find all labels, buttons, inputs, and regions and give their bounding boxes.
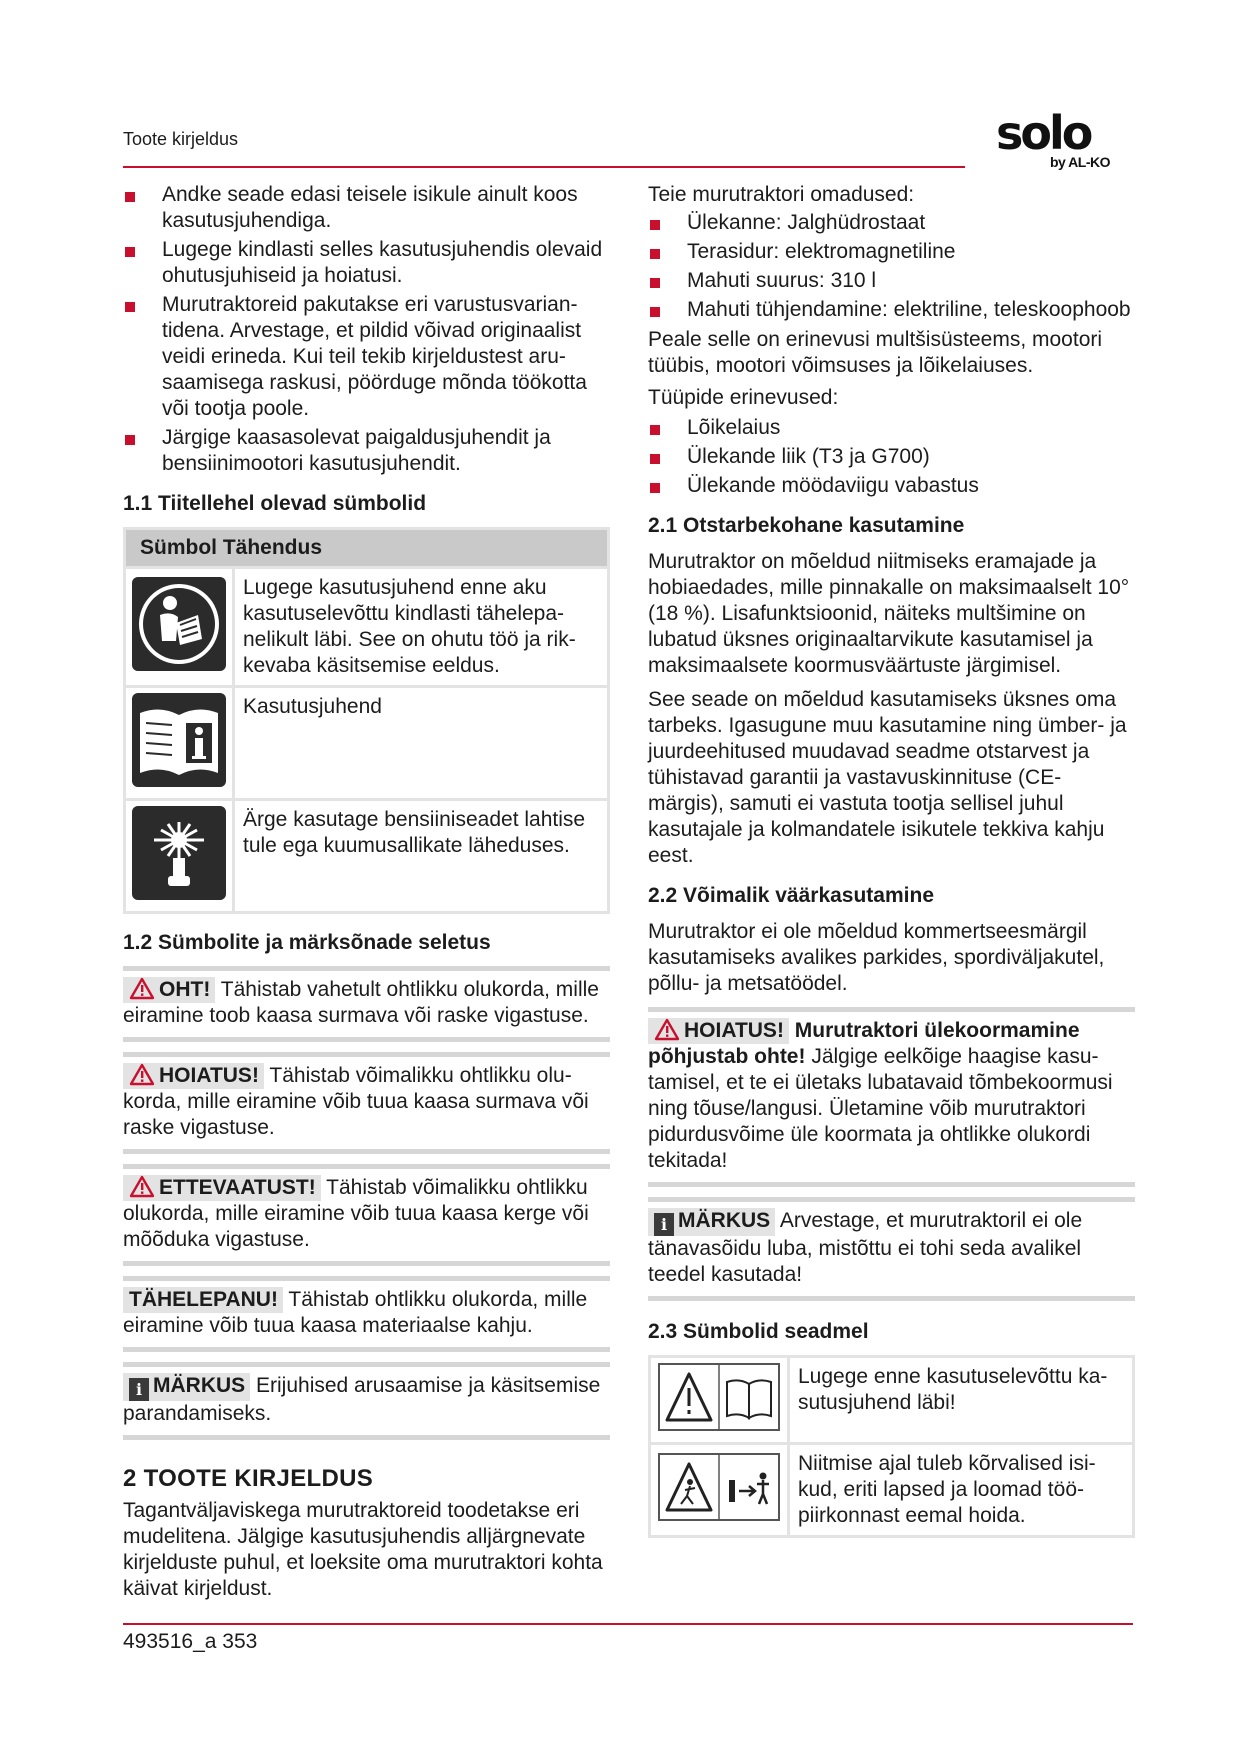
- signal-word-warning: [648, 1018, 789, 1044]
- notice-danger: [123, 966, 610, 1042]
- notice-text: Tähistab vahetult ohtlikku olukorda, mille eiramine toob kaasa surmava või raske vigastuse.: [123, 978, 599, 1027]
- signal-word: MÄRKUS: [153, 1374, 246, 1397]
- table-row: [126, 569, 607, 685]
- warning-triangle-icon: [129, 1175, 155, 1198]
- table-row: [126, 801, 607, 911]
- warning-headline: Murutraktori ülekoormamine põhjustab ohte!: [648, 1019, 1080, 1068]
- heading-1-1: 1.1 Tiitellehel olevad sümbolid: [123, 492, 427, 515]
- heading-2-1: 2.1 Otstarbekohane kasutamine: [648, 514, 965, 537]
- heading-1-2: 1.2 Sümbolite ja märksõnade seletus: [123, 931, 491, 954]
- signal-word-danger: [123, 977, 215, 1003]
- warning-triangle-icon: [129, 1063, 155, 1086]
- notice-text: Erijuhised arusaamise ja käsitsemise parandamiseks.: [123, 1374, 601, 1425]
- list-item: Lõikelaius: [648, 415, 1135, 441]
- signal-word-warning: [123, 1063, 264, 1089]
- warning-triangle-icon: [129, 977, 155, 1000]
- heat-source-icon: [132, 806, 226, 900]
- brand-name: solo: [996, 106, 1091, 160]
- list-item: Andke seade edasi teisele isikule ainult koos kasutusjuhendiga.: [123, 182, 610, 234]
- paragraph-2-1b: See seade on mõeldud kasutamiseks üksnes oma tarbeks. Igasugune muu kasutamine ning ümber- ja juurdeehitused muudavad seadme otstarvest ja tühistavad garantii ja vastavuskinnituse (CE-märgis), samuti ei vastuta tootja sellisel juhul kasutajale ja kolmandatele isikutele tekkiva kahju eest.: [648, 688, 1127, 867]
- heading-2-3: 2.3 Sümbolid seadmel: [648, 1320, 869, 1343]
- paragraph-2: Tagantväljaviskega murutraktoreid toodetakse eri mudelitena. Jälgige kasutusjuhendis alljärgnevate kirjelduste puhul, et loeksite oma murutraktori kohta käivat kirjeldust.: [123, 1499, 603, 1600]
- notice-text: Tähistab võimalikku ohtlikku olukorda, mille eiramine võib tuua kaasa surmava või raske vigastuse.: [123, 1064, 589, 1139]
- header-section-title: Toote kirjeldus: [123, 129, 239, 149]
- warning-triangle-icon: [654, 1018, 680, 1041]
- notice-warning: [123, 1052, 610, 1154]
- heading-2-2: 2.2 Võimalik väärkasutamine: [648, 884, 934, 907]
- signal-word: OHT!: [159, 978, 211, 1001]
- paragraph-2-1a: Murutraktor on mõeldud niitmiseks eramajade ja hobiaedades, mille pinnakalle on maksimaalselt 10° (18 %). Lisafunktsioonid, näiteks multšimine on lubatud üksnes originaaltarvikute kasutamisel ja maksimaalsete koormusväärtuste järgimisel.: [648, 550, 1130, 677]
- left-column: [123, 182, 610, 1608]
- features-list: [648, 210, 1135, 323]
- symbol-meaning: Niitmise ajal tuleb kõrvalised isikud, eriti lapsed ja loomad tööpiirkonnast eemal hoida.: [790, 1445, 1132, 1535]
- list-item: Murutraktoreid pakutakse eri varustusvariantidena. Arvestage, et pildid võivad originaalist veidi erineda. Kui teil tekib kirjeldustest arusaamisega raskusi, pöörduge mõnda töökotta või tootja poole.: [123, 292, 610, 422]
- brand-logo: [996, 106, 1116, 172]
- list-item: Mahuti suurus: 310 l: [648, 268, 1135, 294]
- notice-attention: [123, 1276, 610, 1352]
- info-icon: i: [654, 1213, 674, 1236]
- paragraph-differences: Peale selle on erinevusi multšisüsteems, mootori tüübis, mootori võimsuses ja lõikelaiuses.: [648, 328, 1103, 377]
- read-manual-icon: [132, 577, 226, 671]
- signal-word-attention: TÄHELEPANU!: [123, 1287, 283, 1313]
- heading-2: 2 TOOTE KIRJELDUS: [123, 1465, 374, 1492]
- notice-text: Tähistab ohtlikku olukorda, mille eiramine võib tuua kaasa materiaalse kahju.: [123, 1288, 588, 1337]
- info-icon: i: [129, 1378, 149, 1401]
- list-item: Mahuti tühjendamine: elektriline, teleskoophoob: [648, 297, 1135, 323]
- intro-bullet-list: [123, 182, 610, 477]
- signal-word-caution: [123, 1175, 321, 1201]
- signal-word: MÄRKUS: [678, 1209, 771, 1232]
- features-intro: Teie murutraktori omadused:: [648, 183, 915, 206]
- brand-sub: by AL-KO: [1049, 154, 1110, 170]
- signal-word-note: [123, 1373, 250, 1401]
- title-symbols-table: [123, 527, 610, 914]
- table-header: Sümbol Tähendus: [126, 530, 607, 566]
- footer-rule: [123, 1623, 1133, 1625]
- warning-read-manual-icon: [657, 1362, 781, 1432]
- notice-overload-warning: [648, 1007, 1135, 1187]
- signal-word: HOIATUS!: [159, 1064, 259, 1087]
- manual-info-icon: [132, 693, 226, 787]
- signal-word-note: [648, 1208, 775, 1236]
- symbol-meaning: Kasutusjuhend: [235, 688, 607, 798]
- notice-text: Arvestage, et murutraktoril ei ole tänavasõidu luba, mistõttu ei tohi seda avalikel teedel kasutada!: [648, 1209, 1083, 1286]
- table-row: [651, 1358, 1132, 1442]
- symbol-meaning: Lugege enne kasutuselevõttu kasutusjuhend läbi!: [790, 1358, 1132, 1442]
- symbol-meaning: Lugege kasutusjuhend enne aku kasutuselevõttu kindlasti tähelepanelikult läbi. See on ohutu töö ja rikkevaba käsitsemise eeldus.: [235, 569, 607, 685]
- table-row: [651, 1445, 1132, 1535]
- list-item: Ülekande liik (T3 ja G700): [648, 444, 1135, 470]
- list-item: Järgige kaasasolevat paigaldusjuhendit ja bensiinimootori kasutusjuhendit.: [123, 425, 610, 477]
- paragraph-2-2: Murutraktor ei ole mõeldud kommertseesmärgil kasutamiseks avalikes parkides, spordiväljakutel, põllu- ja metsatöödel.: [648, 920, 1105, 995]
- symbol-meaning: Ärge kasutage bensiiniseadet lahtise tule ega kuumusallikate läheduses.: [235, 801, 607, 911]
- footer-doc-page: 493516_a 353: [123, 1630, 258, 1653]
- list-item: Terasidur: elektromagnetiline: [648, 239, 1135, 265]
- list-item: Ülekande möödaviigu vabastus: [648, 473, 1135, 499]
- types-list: [648, 415, 1135, 499]
- table-row: [126, 688, 607, 798]
- notice-caution: [123, 1164, 610, 1266]
- header-rule: [123, 166, 965, 168]
- signal-word: ETTEVAATUST!: [159, 1176, 316, 1199]
- device-symbols-table: [648, 1355, 1135, 1538]
- notice-text: Tähistab võimalikku ohtlikku olukorda, mille eiramine võib tuua kaasa kerge või mõõduka vigastuse.: [123, 1176, 589, 1251]
- keep-distance-icon: [657, 1452, 781, 1522]
- notice-note: [123, 1362, 610, 1440]
- notice-text: Jälgige eelkõige haagise kasutamisel, et te ei ületaks lubatavaid tõmbekoormusi ning tõuse/langusi. Ületamine võib murutraktori pidurdusvõime üle koormata ja ohtlikke olukordi tekitada!: [648, 1045, 1113, 1172]
- types-intro: Tüüpide erinevused:: [648, 386, 839, 409]
- signal-word: HOIATUS!: [684, 1019, 784, 1042]
- list-item: Lugege kindlasti selles kasutusjuhendis olevaid ohutusjuhiseid ja hoiatusi.: [123, 237, 610, 289]
- notice-road-use: [648, 1197, 1135, 1301]
- list-item: Ülekanne: Jalghüdrostaat: [648, 210, 1135, 236]
- right-column: [648, 182, 1135, 1538]
